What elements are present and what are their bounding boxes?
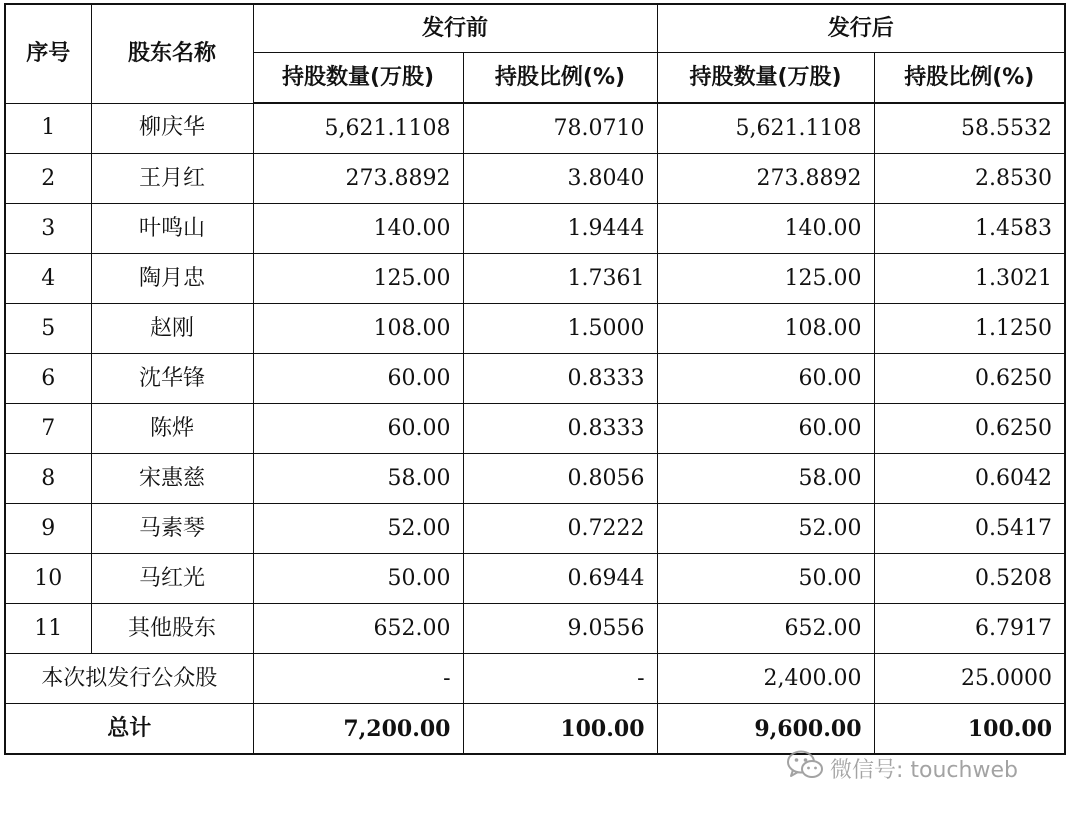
cell-shareholder-name: 马红光 [91,554,253,604]
cell-index: 8 [5,454,91,504]
cell-shareholder-name: 其他股东 [91,604,253,654]
cell-shareholder-name: 沈华锋 [91,354,253,404]
watermark-text: 微信号: touchweb [830,757,1018,783]
cell-after-shares: 58.00 [657,454,874,504]
table-row [5,504,1065,554]
cell-shareholder-name: 叶鸣山 [91,204,253,254]
table-row [5,354,1065,404]
cell-before-shares: 58.00 [253,454,463,504]
header-before-shares: 持股数量(万股) [253,53,463,104]
cell-after-ratio: 2.8530 [874,154,1065,204]
header-name: 股东名称 [91,4,253,103]
table-row [5,103,1065,154]
cell-after-shares: 108.00 [657,304,874,354]
cell-after-ratio: 0.5417 [874,504,1065,554]
cell-before-shares: 52.00 [253,504,463,554]
cell-before-shares: 140.00 [253,204,463,254]
cell-after-shares: 140.00 [657,204,874,254]
cell-before-shares: 125.00 [253,254,463,304]
cell-before-ratio: 1.5000 [463,304,657,354]
header-before-ratio: 持股比例(%) [463,53,657,104]
cell-before-ratio: 0.8333 [463,354,657,404]
public-offering-label: 本次拟发行公众股 [5,654,253,704]
cell-after-shares: 652.00 [657,604,874,654]
cell-index: 5 [5,304,91,354]
table-row [5,554,1065,604]
public-offering-row [5,654,1065,704]
cell-index: 4 [5,254,91,304]
public-before-ratio: - [463,654,657,704]
cell-before-shares: 60.00 [253,354,463,404]
cell-index: 3 [5,204,91,254]
cell-after-shares: 60.00 [657,404,874,454]
cell-shareholder-name: 柳庆华 [91,103,253,154]
cell-after-ratio: 0.6042 [874,454,1065,504]
table-row [5,604,1065,654]
cell-before-ratio: 1.9444 [463,204,657,254]
cell-after-ratio: 0.6250 [874,404,1065,454]
cell-shareholder-name: 赵刚 [91,304,253,354]
public-before-shares: - [253,654,463,704]
cell-after-ratio: 1.3021 [874,254,1065,304]
public-after-shares: 2,400.00 [657,654,874,704]
total-after-shares: 9,600.00 [657,704,874,755]
cell-after-ratio: 1.4583 [874,204,1065,254]
cell-before-shares: 5,621.1108 [253,103,463,154]
table-row [5,404,1065,454]
cell-before-ratio: 0.8333 [463,404,657,454]
header-row-groups [5,4,1065,53]
total-before-shares: 7,200.00 [253,704,463,755]
total-row [5,704,1065,755]
table-row [5,154,1065,204]
header-after-shares: 持股数量(万股) [657,53,874,104]
cell-index: 7 [5,404,91,454]
header-after-ratio: 持股比例(%) [874,53,1065,104]
total-label: 总计 [5,704,253,755]
watermark [786,749,1018,787]
cell-index: 1 [5,103,91,154]
table-row [5,304,1065,354]
cell-after-ratio: 0.5208 [874,554,1065,604]
cell-shareholder-name: 陶月忠 [91,254,253,304]
total-after-ratio: 100.00 [874,704,1065,755]
cell-after-ratio: 58.5532 [874,103,1065,154]
header-before-group: 发行前 [253,4,657,53]
wechat-icon [786,749,824,787]
table-row [5,454,1065,504]
table-row [5,254,1065,304]
cell-after-shares: 50.00 [657,554,874,604]
shareholder-table [4,3,1066,755]
table-row [5,204,1065,254]
cell-before-ratio: 0.7222 [463,504,657,554]
total-before-ratio: 100.00 [463,704,657,755]
cell-before-shares: 60.00 [253,404,463,454]
cell-index: 11 [5,604,91,654]
cell-after-shares: 125.00 [657,254,874,304]
cell-shareholder-name: 陈烨 [91,404,253,454]
cell-index: 6 [5,354,91,404]
cell-before-shares: 50.00 [253,554,463,604]
cell-before-ratio: 1.7361 [463,254,657,304]
cell-after-shares: 273.8892 [657,154,874,204]
cell-before-shares: 273.8892 [253,154,463,204]
cell-before-ratio: 9.0556 [463,604,657,654]
cell-after-shares: 52.00 [657,504,874,554]
cell-shareholder-name: 宋惠慈 [91,454,253,504]
public-after-ratio: 25.0000 [874,654,1065,704]
cell-after-shares: 5,621.1108 [657,103,874,154]
table-body [5,103,1065,754]
header-after-group: 发行后 [657,4,1065,53]
cell-before-ratio: 78.0710 [463,103,657,154]
cell-before-shares: 652.00 [253,604,463,654]
cell-shareholder-name: 王月红 [91,154,253,204]
cell-index: 10 [5,554,91,604]
cell-after-shares: 60.00 [657,354,874,404]
cell-after-ratio: 0.6250 [874,354,1065,404]
header-index: 序号 [5,4,91,103]
cell-before-shares: 108.00 [253,304,463,354]
table-header [5,4,1065,103]
cell-after-ratio: 1.1250 [874,304,1065,354]
cell-before-ratio: 3.8040 [463,154,657,204]
cell-index: 2 [5,154,91,204]
cell-before-ratio: 0.8056 [463,454,657,504]
cell-index: 9 [5,504,91,554]
cell-after-ratio: 6.7917 [874,604,1065,654]
cell-shareholder-name: 马素琴 [91,504,253,554]
cell-before-ratio: 0.6944 [463,554,657,604]
